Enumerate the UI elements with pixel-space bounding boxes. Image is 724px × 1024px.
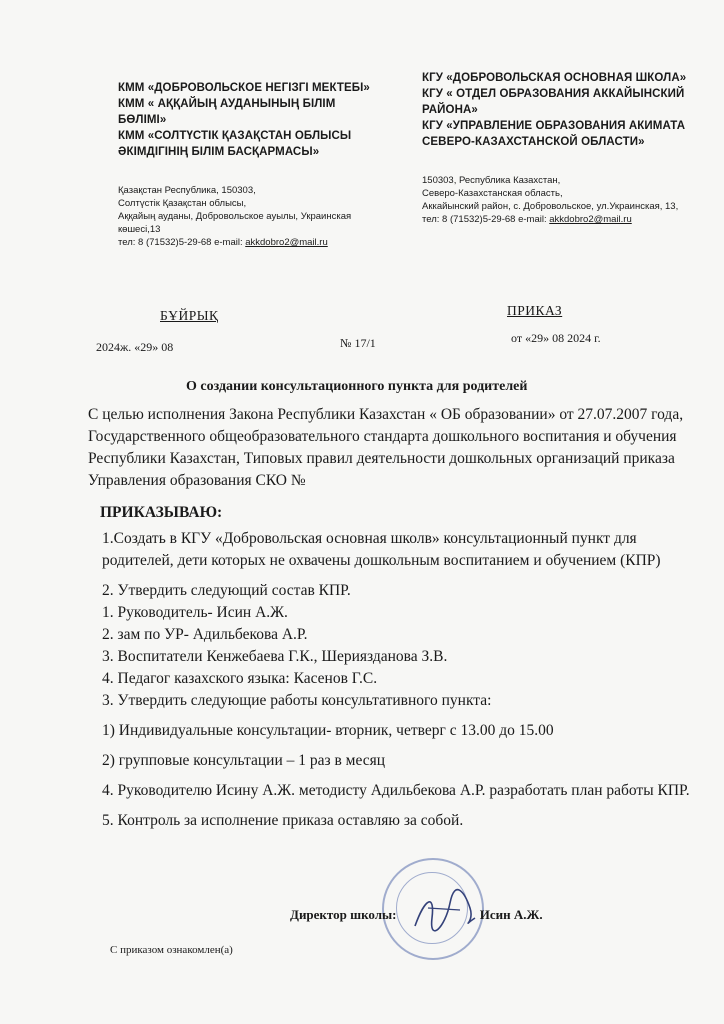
date-kz: 2024ж. «29» 08: [96, 340, 174, 354]
preamble: С целью исполнения Закона Республики Казахстан « ОБ образовании» от 27.07.2007 года, Государственного общеобразовательного стандарта дошкольного воспитания и обучения Республики Казахстан, Типовых правил деятельности дошкольных организаций приказа Управления образования СКО №: [88, 406, 684, 489]
date-ru: от «29» 08 2024 г.: [511, 331, 601, 345]
signatory-position: Директор школы:: [290, 907, 397, 922]
phone-kz: тел: 8 (71532)5-29-68 e-mail:: [118, 237, 246, 248]
signatory-name: Исин А.Ж.: [479, 907, 543, 922]
list-item: 1. Руководитель- Исин А.Ж.: [102, 604, 288, 621]
doc-type-kz: БҰЙРЫҚ: [160, 308, 219, 323]
list-item: 4. Педагог казахского языка: Касенов Г.С.: [102, 670, 378, 687]
doc-type-ru: ПРИКАЗ: [507, 303, 563, 318]
list-item: 4. Руководителю Исину А.Ж. методисту Адильбекова А.Р. разработать план работы КПР.: [102, 782, 690, 799]
address-ru: [422, 174, 692, 226]
order-number: № 17/1: [340, 336, 376, 350]
address-text-kz: Қазақстан Республика, 150303, Солтүстік Қазақстан облысы, Аққайың ауданы, Добровольское ауылы, Украинская көшесі,13: [118, 185, 352, 235]
list-item: 3. Воспитатели Кенжебаева Г.К., Шериязданова З.В.: [102, 648, 448, 665]
order-body: [88, 404, 710, 832]
signature-block: [290, 907, 543, 923]
address-text-ru: 150303, Республика Казахстан, Северо-Казахстанская область, Аккайынский район, с. Добровольское, ул.Украинская, 13,: [422, 175, 679, 212]
list-item: 3. Утвердить следующие работы консультативного пункта:: [102, 692, 492, 709]
org-name-kz: КММ «ДОБРОВОЛЬСКОЕ НЕГІЗГІ МЕКТЕБІ» КММ « АҚҚАЙЫҢ АУДАНЫНЫҢ БІЛІМ БӨЛІМІ» КММ «СОЛТҮСТІК ҚАЗАҚСТАН ОБЛЫСЫ ӘКІМДІГІНІҢ БІЛІМ БАСҚАРМАСЫ»: [118, 82, 370, 158]
list-item: 5. Контроль за исполнение приказа оставляю за собой.: [102, 812, 464, 829]
acknowledgement: С приказом ознакомлен(а): [110, 944, 233, 956]
email-ru: akkdobro2@mail.ru: [549, 214, 632, 225]
list-item: 1.Создать в КГУ «Добровольская основная школв» консультационный пункт для родителей, дети которых не охвачены дошкольным воспитанием и обучением (КПР): [102, 530, 661, 569]
list-item: 2) групповые консультации – 1 раз в месяц: [102, 752, 386, 769]
header-russian: [422, 70, 692, 226]
header-kazakh: [118, 80, 378, 249]
order-title: О создании консультационного пункта для родителей: [186, 379, 528, 394]
address-kz: [118, 184, 378, 249]
list-item: 1) Индивидуальные консультации- вторник, четверг с 13.00 до 15.00: [102, 722, 554, 739]
order-word: ПРИКАЗЫВАЮ:: [100, 504, 223, 521]
list-item: 2. Утвердить следующий состав КПР.: [102, 582, 351, 599]
email-kz: akkdobro2@mail.ru: [245, 237, 328, 248]
org-name-ru: КГУ «ДОБРОВОЛЬСКАЯ ОСНОВНАЯ ШКОЛА» КГУ « ОТДЕЛ ОБРАЗОВАНИЯ АККАЙЫНСКИЙ РАЙОНА» КГУ «УПРАВЛЕНИЕ ОБРАЗОВАНИЯ АКИМАТА СЕВЕРО-КАЗАХСТАНСКОЙ ОБЛАСТИ»: [422, 72, 687, 148]
list-item: 2. зам по УР- Адильбекова А.Р.: [102, 626, 308, 643]
phone-ru: тел: 8 (71532)5-29-68 e-mail:: [422, 214, 550, 225]
